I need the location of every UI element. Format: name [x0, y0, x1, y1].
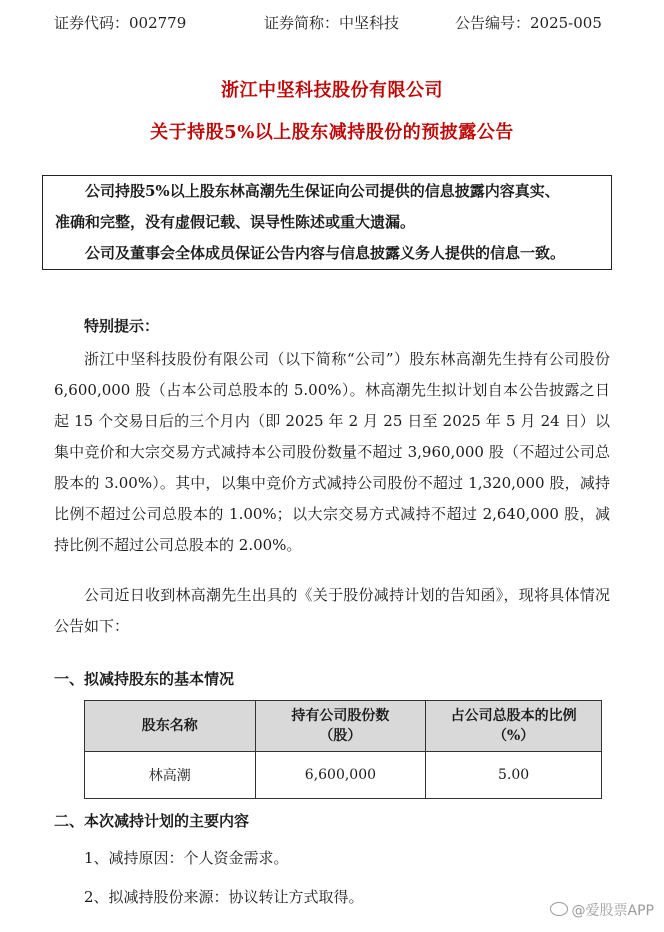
- section-heading-basic-info: 一、拟减持股东的基本情况: [54, 670, 235, 688]
- header-shares-held: 持有公司股份数 （股）: [255, 701, 426, 752]
- stock-code: 证券代码：002779: [54, 14, 187, 32]
- watermark: @爱股票APP: [550, 900, 654, 920]
- plan-item-reason: 1、减持原因：个人资金需求。: [84, 849, 289, 867]
- shareholder-table: [84, 700, 602, 799]
- cell-shareholder-name: 林高潮: [85, 752, 256, 799]
- table-row: [85, 752, 602, 799]
- summary-paragraph: 浙江中坚科技股份有限公司（以下简称“公司”）股东林高潮先生持有公司股份 6,600,000 股（占本公司总股本的 5.00%）。林高潮先生拟计划自本公告披露之日起 15 个交易日后的三个月内（即 2025 年 2 月 25 日至 2025 年 5 月 24 日）以集中竞价和大宗交易方式减持本公司股份数量不超过 3,960,000 股（不超过公司总股本的 3.00%）。其中，以集中竞价方式减持公司股份不超过 1,320,000 股，减持比例不超过公司总股本的 1.00%；以大宗交易方式减持不超过 2,640,000 股，减持比例不超过公司总股本的 2.00%。: [54, 350, 610, 554]
- plan-item-source: 2、拟减持股份来源：协议转让方式取得。: [84, 888, 364, 906]
- notice-line-1: 公司持股5%以上股东林高潮先生保证向公司提供的信息披露内容真实、: [85, 182, 560, 200]
- notice-line-3: 公司及董事会全体成员保证公告内容与信息披露义务人提供的信息一致。: [85, 244, 566, 262]
- announcement-number: 公告编号：2025-005: [455, 14, 602, 32]
- special-notice-heading: 特别提示：: [84, 317, 160, 335]
- stock-abbreviation: 证券简称：中坚科技: [264, 14, 400, 32]
- header-share-ratio: 占公司总股本的比例 （%）: [426, 701, 602, 752]
- document-header: [0, 8, 664, 36]
- weibo-icon: [550, 902, 568, 916]
- notification-paragraph: 公司近日收到林高潮先生出具的《关于股份减持计划的告知函》，现将具体情况公告如下：: [54, 586, 610, 635]
- cell-shares-held: 6,600,000: [255, 752, 426, 799]
- guarantee-notice-box: [42, 175, 612, 270]
- section-heading-plan: 二、本次减持计划的主要内容: [54, 812, 250, 830]
- header-shareholder-name: 股东名称: [85, 701, 256, 752]
- cell-share-ratio: 5.00: [426, 752, 602, 799]
- table-header-row: [85, 701, 602, 752]
- company-name: 浙江中坚科技股份有限公司: [221, 80, 443, 101]
- announcement-title: 关于持股5%以上股东减持股份的预披露公告: [150, 122, 514, 143]
- notice-line-2: 准确和完整，没有虚假记载、误导性陈述或重大遗漏。: [55, 213, 416, 231]
